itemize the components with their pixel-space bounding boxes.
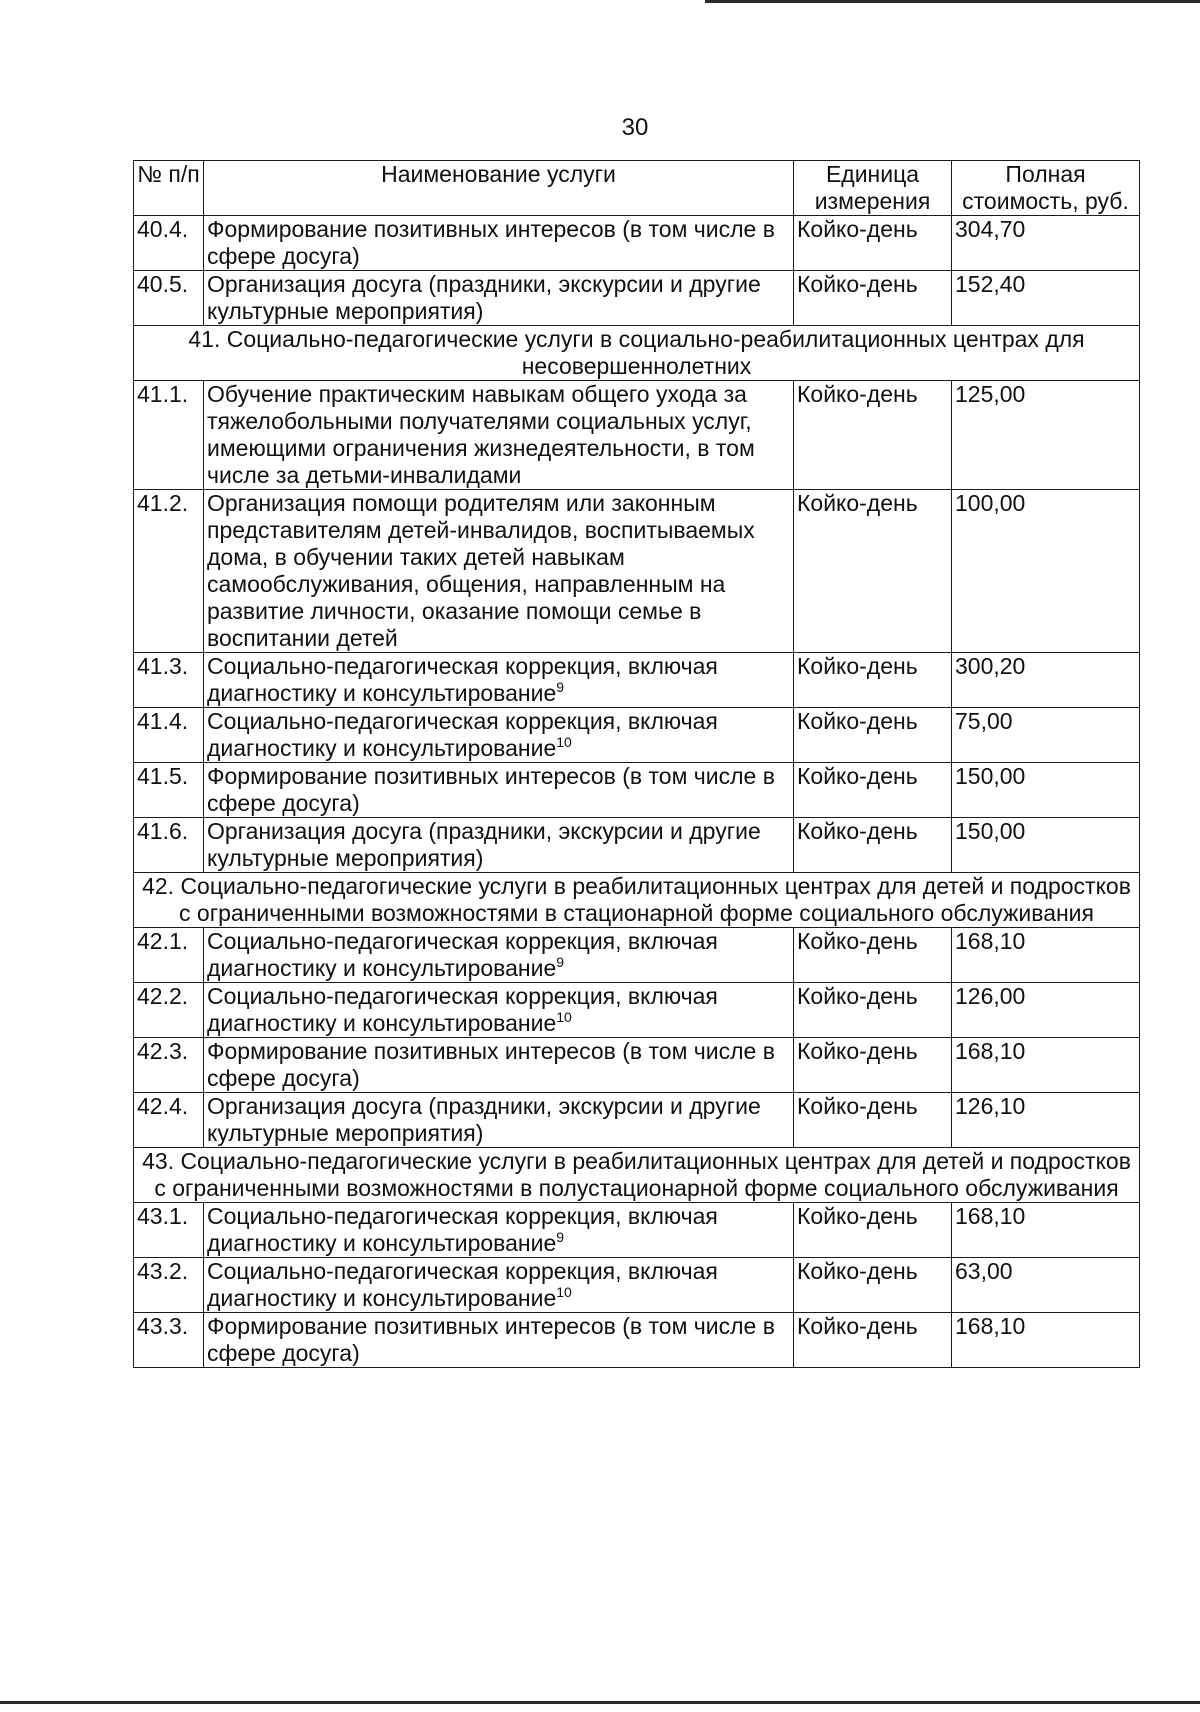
service-name-cell: [204, 653, 794, 708]
footnote-mark: 9: [556, 1229, 565, 1245]
full-cost: 304,70: [952, 216, 1140, 271]
unit-of-measure: Койко-день: [794, 271, 952, 326]
header-price: Полная стоимость, руб.: [952, 161, 1140, 216]
row-number: 41.3.: [134, 653, 204, 708]
full-cost: 125,00: [952, 381, 1140, 490]
table-row: [134, 1258, 1140, 1313]
full-cost: 150,00: [952, 763, 1140, 818]
row-number: 41.2.: [134, 490, 204, 653]
table-row: [134, 1203, 1140, 1258]
full-cost: 100,00: [952, 490, 1140, 653]
row-number: 40.4.: [134, 216, 204, 271]
service-name-cell: [204, 818, 794, 873]
row-number: 43.2.: [134, 1258, 204, 1313]
section-row: [134, 873, 1140, 928]
table-body: [134, 216, 1140, 1368]
full-cost: 75,00: [952, 708, 1140, 763]
row-number: 41.4.: [134, 708, 204, 763]
service-name-cell: [204, 1258, 794, 1313]
unit-of-measure: Койко-день: [794, 708, 952, 763]
unit-of-measure: Койко-день: [794, 381, 952, 490]
table-row: [134, 928, 1140, 983]
table-row: [134, 653, 1140, 708]
service-name-cell: [204, 490, 794, 653]
full-cost: 152,40: [952, 271, 1140, 326]
table-row: [134, 216, 1140, 271]
scan-edge-bottom: [0, 1701, 1200, 1704]
service-name: Организация досуга (праздники, экскурсии и другие культурные мероприятия): [207, 1093, 761, 1146]
header-row: [134, 161, 1140, 216]
section-row: [134, 1148, 1140, 1203]
footnote-mark: 10: [556, 1009, 572, 1025]
full-cost: 150,00: [952, 818, 1140, 873]
table-row: [134, 490, 1140, 653]
service-name-cell: [204, 1203, 794, 1258]
unit-of-measure: Койко-день: [794, 1313, 952, 1368]
section-title: 43. Социально-педагогические услуги в реабилитационных центрах для детей и подростков с ограниченными возможностями в полустационарной форме социального обслуживания: [134, 1148, 1140, 1203]
full-cost: 168,10: [952, 1203, 1140, 1258]
full-cost: 126,00: [952, 983, 1140, 1038]
footnote-mark: 9: [556, 679, 565, 695]
section-title: 42. Социально-педагогические услуги в реабилитационных центрах для детей и подростков с ограниченными возможностями в стационарной форме социального обслуживания: [134, 873, 1140, 928]
service-name-cell: [204, 708, 794, 763]
footnote-mark: 10: [556, 734, 572, 750]
service-name-cell: [204, 928, 794, 983]
header-name: Наименование услуги: [204, 161, 794, 216]
service-name-cell: [204, 1313, 794, 1368]
service-name: Организация помощи родителям или законным представителям детей-инвалидов, воспитываемых дома, в обучении таких детей навыкам самообслуживания, общения, направленным на развитие личности, оказание помощи семье в воспитании детей: [207, 490, 755, 651]
full-cost: 126,10: [952, 1093, 1140, 1148]
unit-of-measure: Койко-день: [794, 1203, 952, 1258]
service-name-cell: [204, 983, 794, 1038]
full-cost: 300,20: [952, 653, 1140, 708]
full-cost: 63,00: [952, 1258, 1140, 1313]
service-name: Социально-педагогическая коррекция, включая диагностику и консультирование: [207, 708, 718, 761]
table-row: [134, 381, 1140, 490]
unit-of-measure: Койко-день: [794, 763, 952, 818]
table-row: [134, 708, 1140, 763]
table-row: [134, 763, 1140, 818]
row-number: 41.1.: [134, 381, 204, 490]
service-name: Формирование позитивных интересов (в том числе в сфере досуга): [207, 216, 775, 269]
table-row: [134, 1313, 1140, 1368]
service-name: Социально-педагогическая коррекция, включая диагностику и консультирование: [207, 653, 718, 706]
table-row: [134, 1093, 1140, 1148]
header-unit: Единица измерения: [794, 161, 952, 216]
service-name: Обучение практическим навыкам общего ухода за тяжелобольными получателями социальных услуг, имеющими ограничения жизнедеятельности, в том числе за детьми-инвалидами: [207, 381, 755, 488]
row-number: 41.5.: [134, 763, 204, 818]
row-number: 42.2.: [134, 983, 204, 1038]
scan-edge-top: [705, 0, 1200, 3]
unit-of-measure: Койко-день: [794, 1093, 952, 1148]
row-number: 42.3.: [134, 1038, 204, 1093]
service-name: Формирование позитивных интересов (в том числе в сфере досуга): [207, 1038, 775, 1091]
table-row: [134, 271, 1140, 326]
unit-of-measure: Койко-день: [794, 216, 952, 271]
row-number: 41.6.: [134, 818, 204, 873]
unit-of-measure: Койко-день: [794, 1038, 952, 1093]
row-number: 40.5.: [134, 271, 204, 326]
service-name-cell: [204, 216, 794, 271]
table-header: [134, 161, 1140, 216]
header-num: № п/п: [134, 161, 204, 216]
service-name: Организация досуга (праздники, экскурсии и другие культурные мероприятия): [207, 818, 761, 871]
full-cost: 168,10: [952, 1313, 1140, 1368]
footnote-mark: 9: [556, 954, 565, 970]
service-name: Социально-педагогическая коррекция, включая диагностику и консультирование: [207, 1203, 718, 1256]
full-cost: 168,10: [952, 1038, 1140, 1093]
service-name: Формирование позитивных интересов (в том числе в сфере досуга): [207, 1313, 775, 1366]
unit-of-measure: Койко-день: [794, 653, 952, 708]
service-name: Организация досуга (праздники, экскурсии и другие культурные мероприятия): [207, 271, 761, 324]
service-name-cell: [204, 381, 794, 490]
service-name-cell: [204, 1093, 794, 1148]
service-name-cell: [204, 763, 794, 818]
service-name: Социально-педагогическая коррекция, включая диагностику и консультирование: [207, 983, 718, 1036]
service-name: Социально-педагогическая коррекция, включая диагностику и консультирование: [207, 1258, 718, 1311]
section-title: 41. Социально-педагогические услуги в социально-реабилитационных центрах для несовершеннолетних: [134, 326, 1140, 381]
unit-of-measure: Койко-день: [794, 983, 952, 1038]
row-number: 43.1.: [134, 1203, 204, 1258]
table-row: [134, 818, 1140, 873]
unit-of-measure: Койко-день: [794, 490, 952, 653]
full-cost: 168,10: [952, 928, 1140, 983]
table-row: [134, 983, 1140, 1038]
table-row: [134, 1038, 1140, 1093]
services-price-table: [133, 160, 1140, 1368]
service-name-cell: [204, 271, 794, 326]
row-number: 43.3.: [134, 1313, 204, 1368]
page-number: 30: [621, 114, 649, 141]
unit-of-measure: Койко-день: [794, 928, 952, 983]
unit-of-measure: Койко-день: [794, 1258, 952, 1313]
section-row: [134, 326, 1140, 381]
service-name: Социально-педагогическая коррекция, включая диагностику и консультирование: [207, 928, 718, 981]
service-name: Формирование позитивных интересов (в том числе в сфере досуга): [207, 763, 775, 816]
unit-of-measure: Койко-день: [794, 818, 952, 873]
service-name-cell: [204, 1038, 794, 1093]
row-number: 42.4.: [134, 1093, 204, 1148]
row-number: 42.1.: [134, 928, 204, 983]
footnote-mark: 10: [556, 1284, 572, 1300]
